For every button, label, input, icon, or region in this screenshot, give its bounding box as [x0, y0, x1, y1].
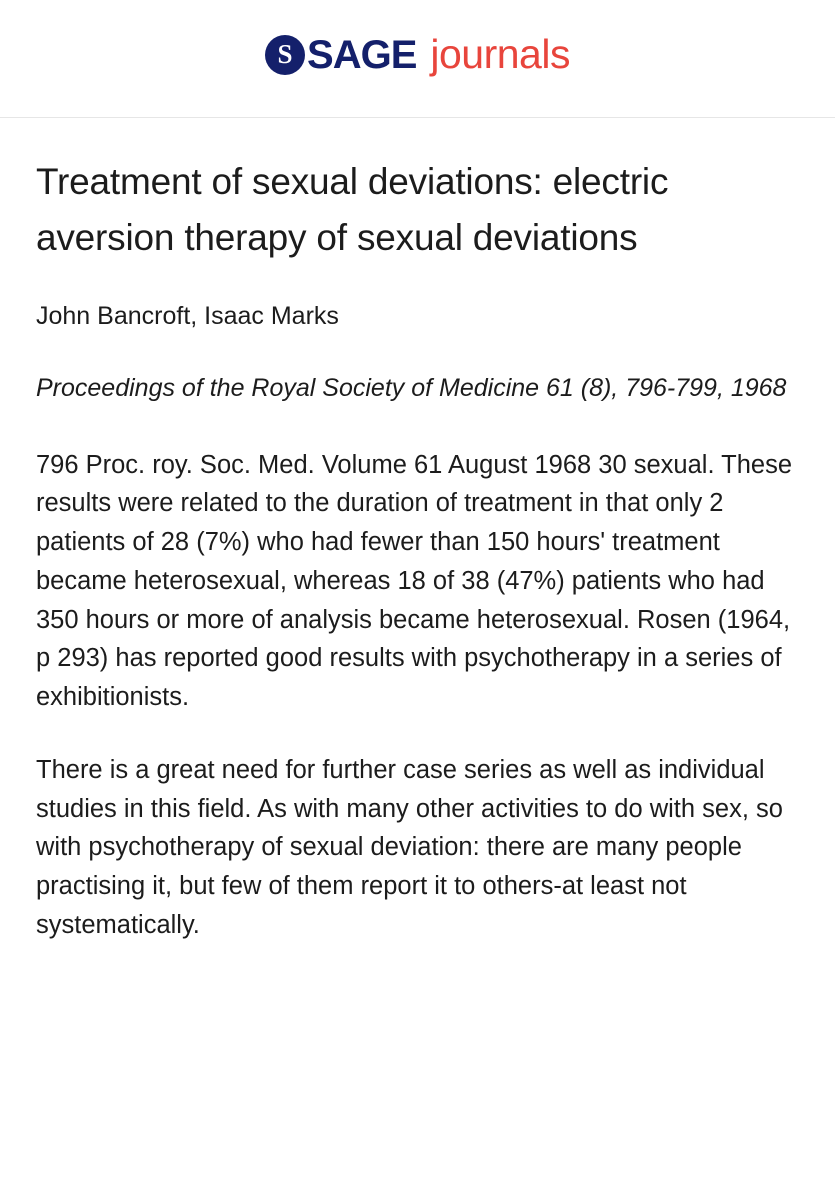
abstract-paragraph: There is a great need for further case series as well as individual studies in this field. As with many other activities to do with sex, so with psychotherapy of sexual deviation: there are many people practising it, but few of them report it to others-at least not systematically.: [36, 755, 783, 939]
article-abstract: [36, 446, 799, 945]
page-title: Treatment of sexual deviations: electric aversion therapy of sexual deviations: [36, 161, 669, 258]
site-header: [0, 0, 835, 118]
sage-seal-icon: [265, 35, 305, 75]
brand-primary-text: SAGE: [307, 32, 417, 77]
brand-secondary-text: journals: [430, 31, 570, 77]
sage-wordmark: [265, 32, 417, 77]
article-content: [0, 118, 835, 985]
article-citation: Proceedings of the Royal Society of Medicine 61 (8), 796-799, 1968: [36, 374, 787, 402]
article-authors: John Bancroft, Isaac Marks: [36, 302, 339, 330]
sage-journals-logo[interactable]: [265, 31, 570, 77]
sage-seal-letter: S: [277, 39, 293, 69]
abstract-paragraph: 796 Proc. roy. Soc. Med. Volume 61 August 1968 30 sexual. These results were related to the duration of treatment in that only 2 patients of 28 (7%) who had fewer than 150 hours' treatment became heterosexual, whereas 18 of 38 (47%) patients who had 350 hours or more of analysis became heterosexual. Rosen (1964, p 293) has reported good results with psychotherapy in a series of exhibitionists.: [36, 450, 793, 711]
